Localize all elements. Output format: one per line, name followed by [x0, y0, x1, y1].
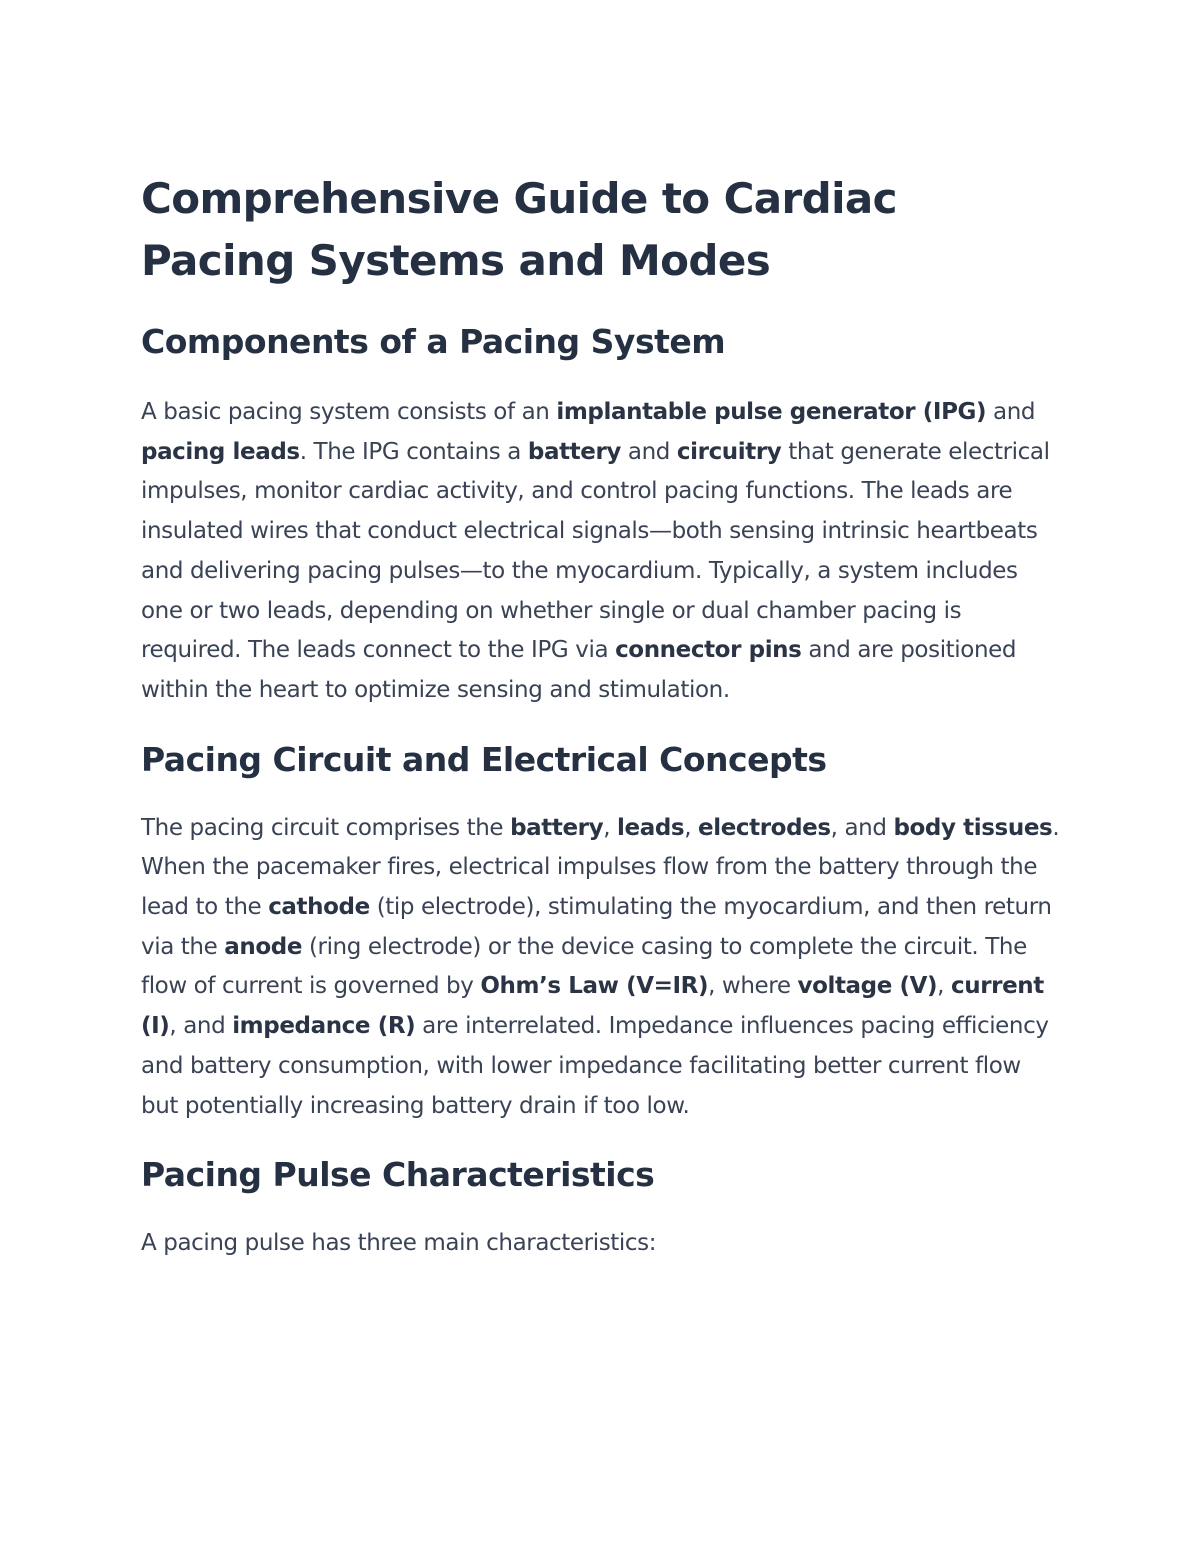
- text-run: , and: [830, 814, 894, 841]
- bold-term: body tissues: [893, 814, 1053, 841]
- bold-term: connector pins: [615, 637, 802, 664]
- text-run: ,: [684, 814, 699, 841]
- text-run: , where: [708, 973, 798, 1000]
- bold-term: leads: [617, 814, 685, 841]
- section-paragraph-circuit: [141, 809, 1061, 1127]
- text-run: , and: [169, 1013, 233, 1040]
- text-run: A pacing pulse has three main characteristics:: [141, 1230, 657, 1257]
- text-run: (ring electrode) or the device casing to complete the circuit. The flow of current is governed by: [141, 933, 1027, 1000]
- document-page: [141, 168, 1061, 1264]
- bold-term: battery: [527, 438, 621, 465]
- bold-term: circuitry: [676, 438, 782, 465]
- section-paragraph-components: [141, 393, 1061, 711]
- text-run: that generate electrical impulses, monitor cardiac activity, and control pacing functions. The leads are insulated wires that conduct electrical signals—both sensing intrinsic heartbeats and delivering pacing pulses—to the myocardium. Typically, a system includes one or two leads, depending on whether single or dual chamber pacing is required. The leads connect to the IPG via: [141, 438, 1050, 664]
- bold-term: cathode: [268, 894, 370, 921]
- bold-term: impedance (R): [232, 1013, 416, 1040]
- bold-term: battery: [510, 814, 604, 841]
- text-run: are interrelated. Impedance influences pacing efficiency and battery consumption, with lower impedance facilitating better current flow but potentially increasing battery drain if too low.: [141, 1013, 1049, 1119]
- bold-term: Ohm’s Law (V=IR): [480, 973, 709, 1000]
- text-run: A basic pacing system consists of an: [141, 399, 557, 425]
- bold-term: pacing leads: [141, 438, 300, 465]
- section-heading-circuit: Pacing Circuit and Electrical Concepts: [141, 739, 827, 779]
- text-run: The pacing circuit comprises the: [141, 814, 511, 841]
- text-run: . The IPG contains a: [299, 438, 528, 465]
- text-run: . When the pacemaker fires, electrical impulses flow from the battery through the lead to the: [141, 814, 1060, 921]
- bold-term: voltage (V): [797, 973, 938, 1000]
- bold-term: anode: [224, 933, 303, 960]
- text-run: and: [986, 399, 1036, 425]
- section-paragraph-pulse: [141, 1224, 1061, 1264]
- section-heading-components: Components of a Pacing System: [141, 322, 726, 361]
- text-run: and: [621, 438, 677, 465]
- bold-term: electrodes: [698, 814, 831, 841]
- document-title: Comprehensive Guide to Cardiac Pacing Systems and Modes: [141, 174, 897, 285]
- text-run: and are positioned within the heart to optimize sensing and stimulation.: [141, 637, 1017, 703]
- bold-term: current (I): [141, 973, 1044, 1040]
- bold-term: implantable pulse generator (IPG): [556, 399, 987, 425]
- text-run: (tip electrode), stimulating the myocardium, and then return via the: [141, 894, 1052, 960]
- section-heading-pulse: Pacing Pulse Characteristics: [141, 1155, 655, 1195]
- text-run: ,: [937, 973, 951, 1000]
- text-run: ,: [603, 814, 618, 841]
